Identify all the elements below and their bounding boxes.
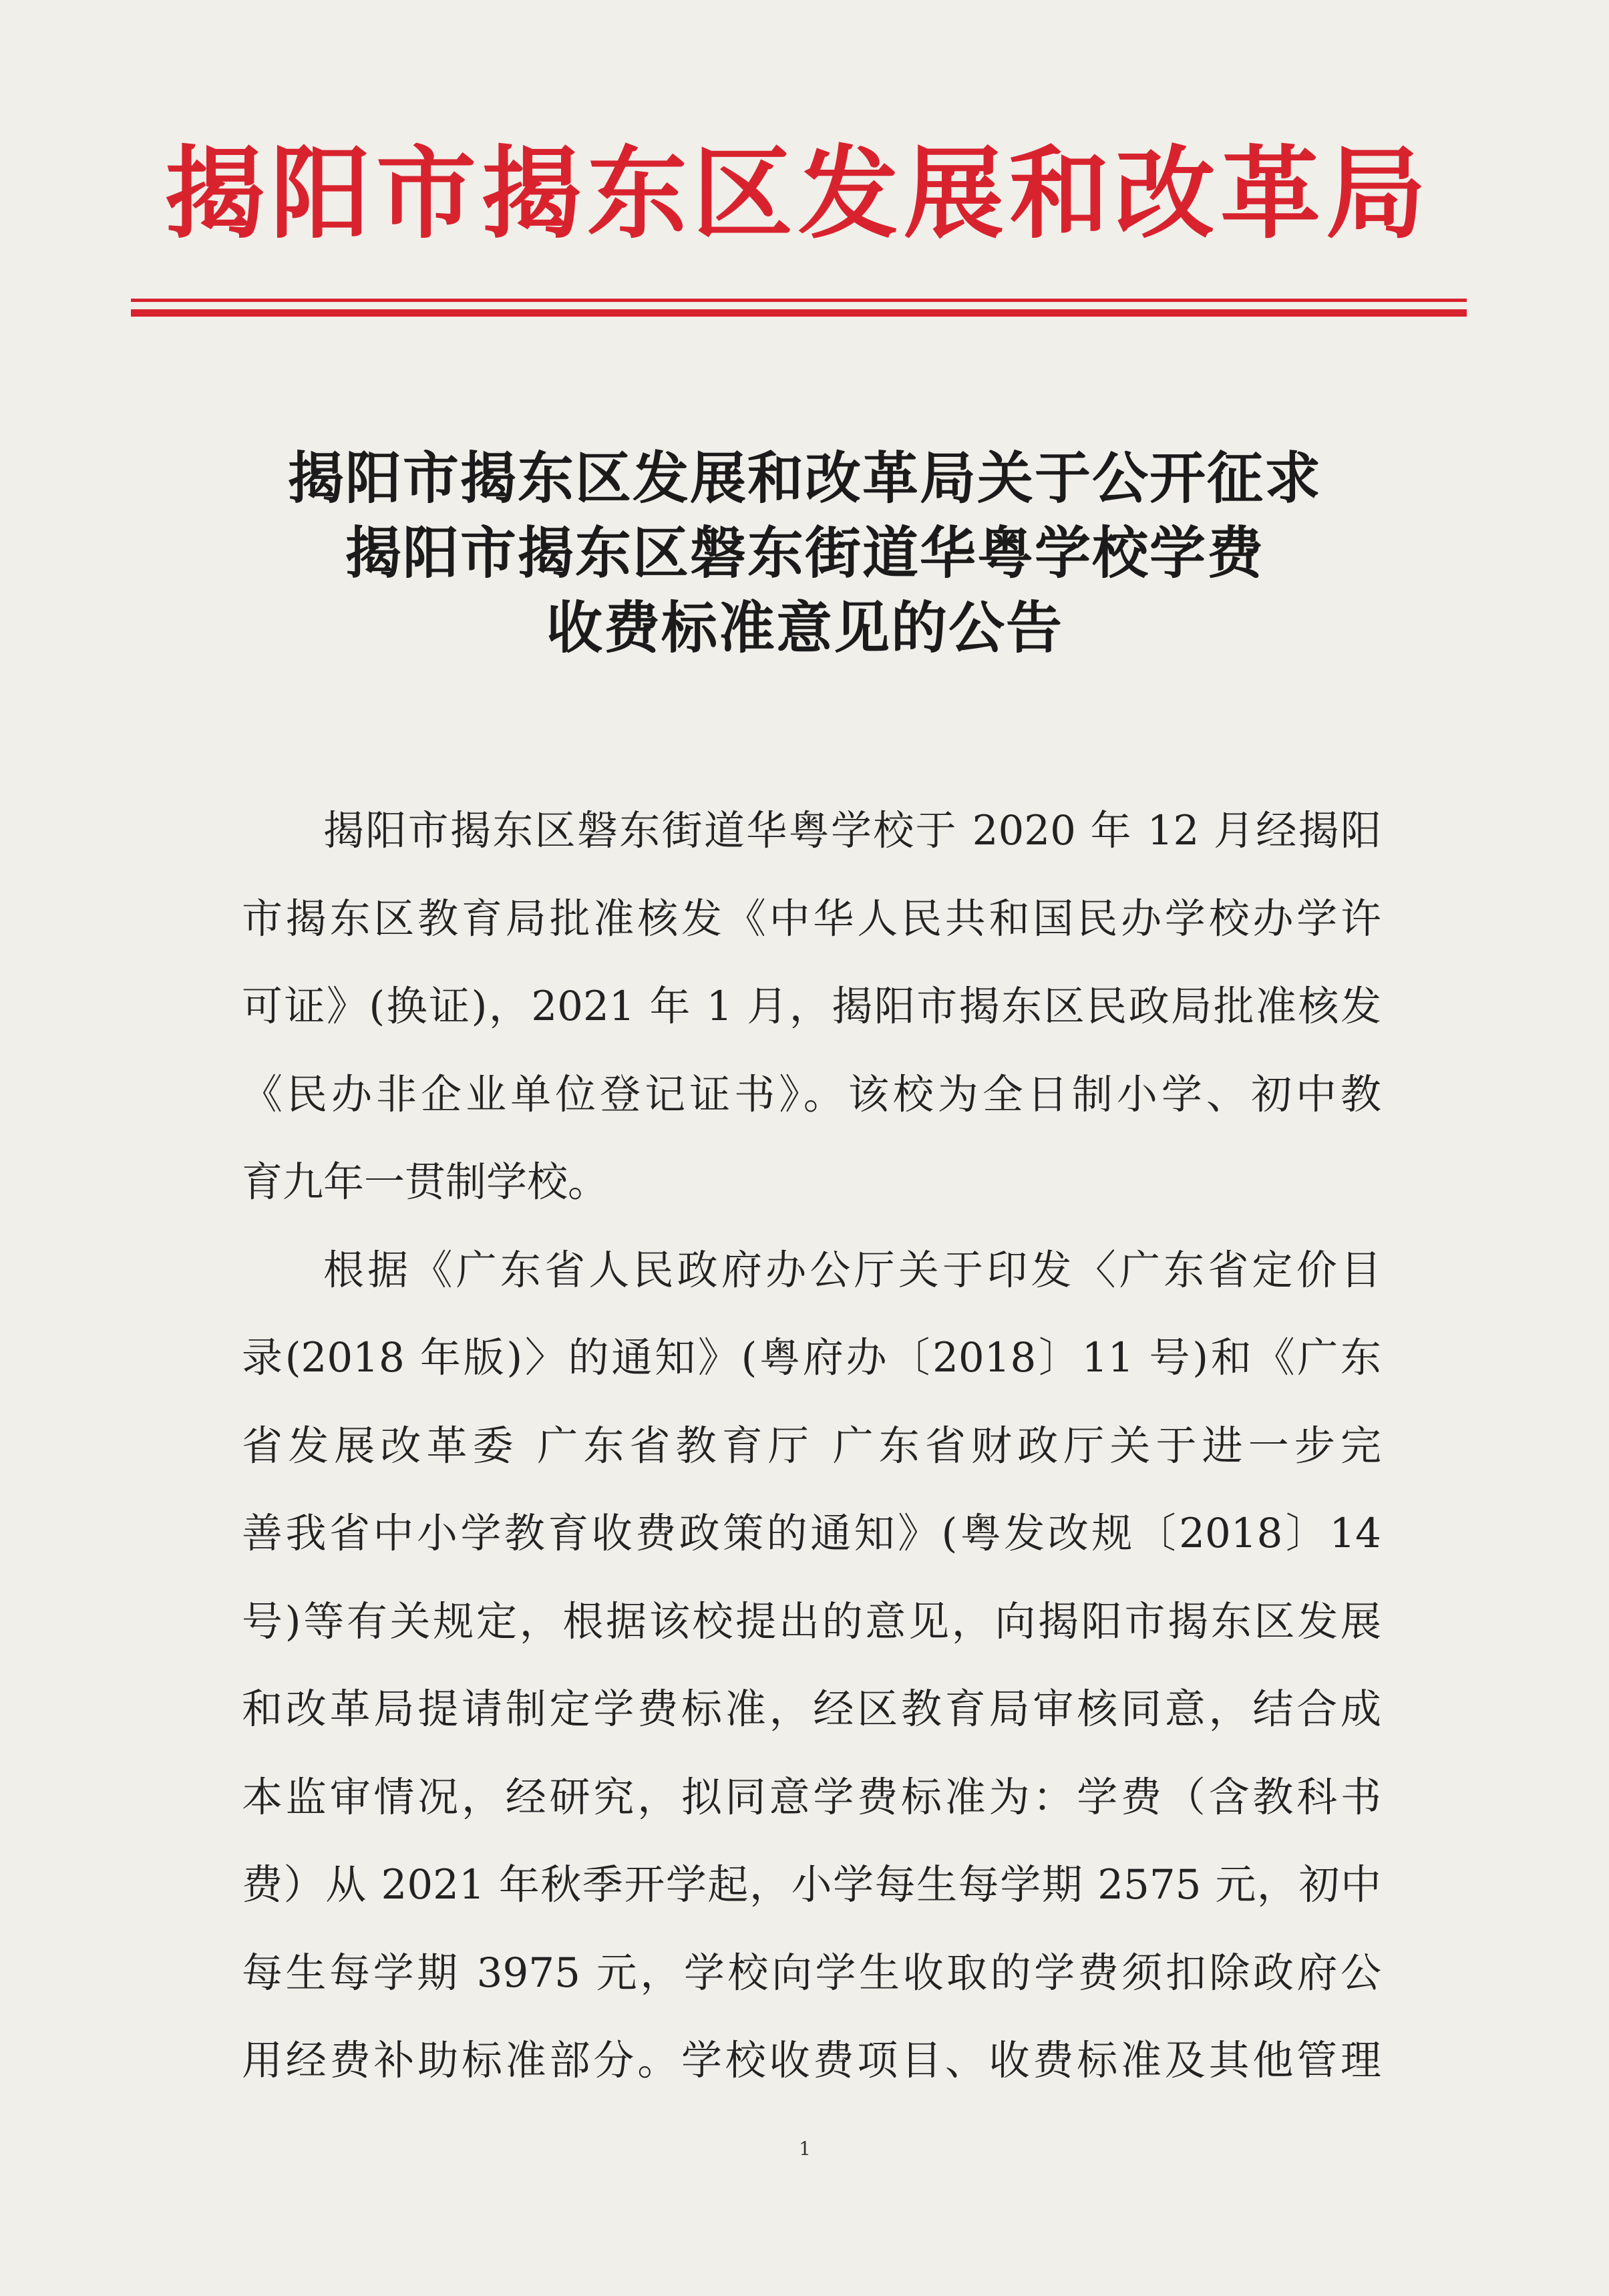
paragraph-line: 录(2018 年版)〉的通知》(粤府办〔2018〕11 号)和《广东 <box>242 1334 1381 1381</box>
paragraph-line: 育九年一贯制学校。 <box>242 1158 609 1206</box>
letterhead-red-rule-thick <box>131 309 1467 317</box>
paragraph-line: 市揭东区教育局批准核发《中华人民共和国民办学校办学许 <box>242 894 1381 943</box>
paragraph-line: 费）从 2021 年秋季开学起，小学每生每学期 2575 元，初中 <box>242 1861 1381 1909</box>
paragraph-line: 省发展改革委 广东省教育厅 广东省财政厅关于进一步完 <box>242 1422 1381 1470</box>
paragraph-line: 和改革局提请制定学费标准，经区教育局审核同意，结合成 <box>242 1685 1381 1733</box>
paragraph-line: 号)等有关规定，根据该校提出的意见，向揭阳市揭东区发展 <box>242 1597 1381 1645</box>
title-line: 揭阳市揭东区发展和改革局关于公开征求 <box>287 446 1322 511</box>
title-line: 揭阳市揭东区磐东街道华粤学校学费 <box>345 520 1264 586</box>
letterhead-agency-name: 揭阳市揭东区发展和改革局 <box>164 135 1431 253</box>
document-body <box>242 787 1381 2105</box>
page-number: 1 <box>799 2138 811 2160</box>
paragraph-line: 《民办非企业单位登记证书》。该校为全日制小学、初中教 <box>242 1070 1381 1118</box>
paragraph-line: 揭阳市揭东区磐东街道华粤学校于 2020 年 12 月经揭阳 <box>323 807 1381 854</box>
paragraph-line: 根据《广东省人民政府办公厅关于印发〈广东省定价目 <box>323 1246 1381 1294</box>
letterhead-red-rule-thin <box>131 299 1467 302</box>
paragraph-1 <box>242 787 1381 1226</box>
paragraph-line: 可证》(换证)，2021 年 1 月，揭阳市揭东区民政局批准核发 <box>242 983 1381 1030</box>
paragraph-line: 用经费补助标准部分。学校收费项目、收费标准及其他管理 <box>242 2037 1381 2084</box>
paragraph-line: 本监审情况，经研究，拟同意学费标准为：学费（含教科书 <box>242 1773 1381 1821</box>
paragraph-2 <box>242 1226 1381 2105</box>
document-title <box>120 441 1489 665</box>
paragraph-line: 善我省中小学教育收费政策的通知》(粤发改规〔2018〕14 <box>242 1510 1381 1557</box>
paragraph-line: 每生每学期 3975 元，学校向学生收取的学费须扣除政府公 <box>242 1949 1381 1997</box>
title-line: 收费标准意见的公告 <box>546 595 1063 661</box>
